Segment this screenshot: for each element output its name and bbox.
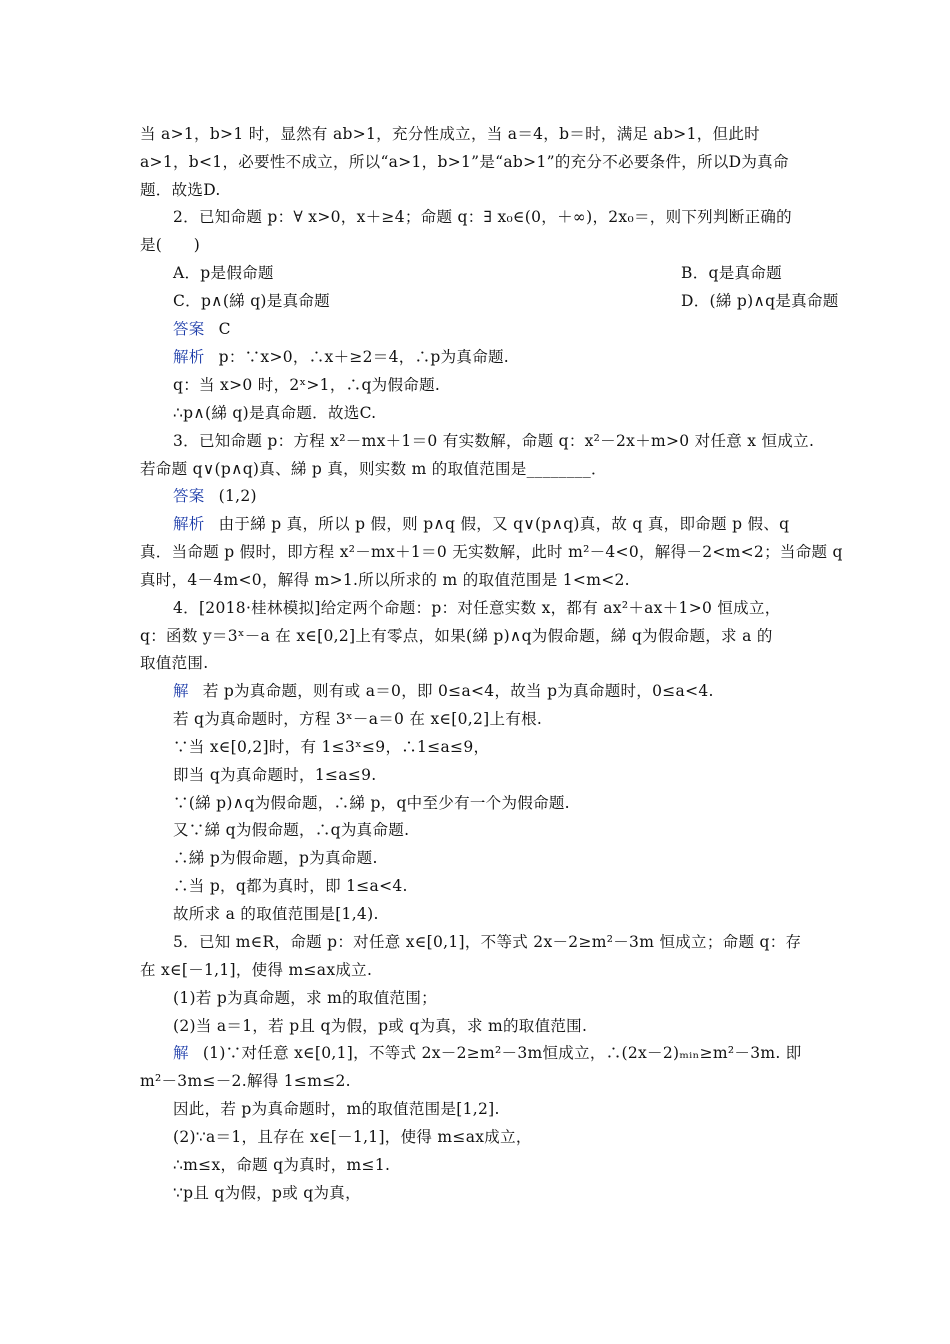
solution-line (173, 681, 823, 701)
text-line: 在 x∈[－1,1]，使得 m≤ax成立. (140, 961, 373, 979)
text-line: 因此，若 p为真命题时，m的取值范围是[1,2]. (173, 1100, 500, 1118)
analysis-label: 解析 (173, 348, 205, 366)
solution-label: 解 (173, 1044, 189, 1062)
text-line: 若命题 q∨(p∧q)真、綈 p 真，则实数 m 的取值范围是________． (140, 460, 607, 478)
text-line: 又∵綈 q为假命题，∴q为真命题. (173, 821, 410, 839)
text-line: q：当 x>0 时，2ˣ>1，∴q为假命题. (173, 376, 441, 394)
option-a: A．p是假命题 (173, 264, 274, 282)
answer-line (173, 486, 823, 506)
text-line: 当 a>1，b>1 时，显然有 ab>1，充分性成立，当 a＝4，b＝时，满足 ab>1，但此时 (140, 125, 760, 143)
text-line: 是( ) (140, 236, 201, 254)
text-line: 取值范围. (140, 654, 209, 672)
option-c: C．p∧(綈 q)是真命题 (173, 292, 330, 310)
analysis-line (173, 514, 823, 534)
question-4: 4．[2018·桂林模拟]给定两个命题：p：对任意实数 x，都有 ax²＋ax＋1>0 恒成立， (173, 599, 781, 617)
text-line: 若 q为真命题时，方程 3ˣ－a＝0 在 x∈[0,2]上有根. (173, 710, 543, 728)
question-2: 2．已知命题 p：∀ x>0，x＋≥4；命题 q：∃ x₀∈(0，＋∞)，2x₀＝，则下列判断正确的 (173, 208, 792, 226)
text-line: 故所求 a 的取值范围是[1,4). (173, 905, 379, 923)
text-line: ∴綈 p为假命题，p为真命题. (173, 849, 378, 867)
text-line: 题．故选D. (140, 181, 221, 199)
text-line: 真时，4－4m<0，解得 m>1.所以所求的 m 的取值范围是 1<m<2. (140, 571, 630, 589)
text-line: (2)当 a＝1，若 p且 q为假，p或 q为真，求 m的取值范围. (173, 1017, 588, 1035)
answer-value: (1,2) (218, 487, 257, 505)
analysis-text: 由于綈 p 真，所以 p 假，则 p∧q 假，又 q∨(p∧q)真，故 q 真，即命题 p 假、q (218, 515, 790, 533)
text-line: a>1，b<1，必要性不成立，所以“a>1，b>1”是“ab>1”的充分不必要条件，所以D为真命 (140, 153, 789, 171)
answer-label: 答案 (173, 320, 205, 338)
solution-label: 解 (173, 682, 189, 700)
text-line: m²－3m≤－2.解得 1≤m≤2. (140, 1072, 351, 1090)
text-line: ∵(綈 p)∧q为假命题，∴綈 p，q中至少有一个为假命题. (173, 794, 570, 812)
answer-value: C (218, 320, 231, 338)
answer-line (173, 319, 823, 339)
text-line: 真．当命题 p 假时，即方程 x²－mx＋1＝0 无实数解，此时 m²－4<0，解得－2<m<2；当命题 q (140, 543, 843, 561)
option-d: D．(綈 p)∧q是真命题 (681, 292, 839, 310)
answer-label: 答案 (173, 487, 205, 505)
analysis-text: p：∵x>0，∴x＋≥2＝4，∴p为真命题. (218, 348, 510, 366)
text-line: (1)若 p为真命题，求 m的取值范围； (173, 989, 437, 1007)
solution-line (173, 1043, 823, 1063)
question-3: 3．已知命题 p：方程 x²－mx＋1＝0 有实数解，命题 q：x²－2x＋m>0 对任意 x 恒成立. (173, 432, 815, 450)
option-row (173, 263, 823, 283)
text-line: ∴m≤x，命题 q为真时，m≤1. (173, 1156, 391, 1174)
text-line: ∵p且 q为假，p或 q为真， (173, 1184, 361, 1202)
text-line: (2)∵a＝1，且存在 x∈[－1,1]，使得 m≤ax成立， (173, 1128, 532, 1146)
text-line: 即当 q为真命题时，1≤a≤9. (173, 766, 377, 784)
text-line: ∵当 x∈[0,2]时，有 1≤3ˣ≤9，∴1≤a≤9， (173, 738, 490, 756)
solution-text: 若 p为真命题，则有或 a＝0，即 0≤a<4，故当 p为真命题时，0≤a<4. (202, 682, 714, 700)
question-5: 5．已知 m∈R，命题 p：对任意 x∈[0,1]，不等式 2x－2≥m²－3m 恒成立；命题 q：存 (173, 933, 802, 951)
option-b: B．q是真命题 (681, 264, 782, 282)
analysis-line (173, 347, 823, 367)
text-line: q：函数 y＝3ˣ－a 在 x∈[0,2]上有零点，如果(綈 p)∧q为假命题，綈 q为假命题，求 a 的 (140, 627, 773, 645)
text-line: ∴p∧(綈 q)是真命题．故选C. (173, 404, 377, 422)
solution-text: (1)∵对任意 x∈[0,1]，不等式 2x－2≥m²－3m恒成立，∴(2x－2)ₘᵢₙ≥m²－3m. 即 (202, 1044, 802, 1062)
analysis-label: 解析 (173, 515, 205, 533)
text-line: ∴当 p，q都为真时，即 1≤a<4. (173, 877, 408, 895)
option-row (173, 291, 839, 311)
